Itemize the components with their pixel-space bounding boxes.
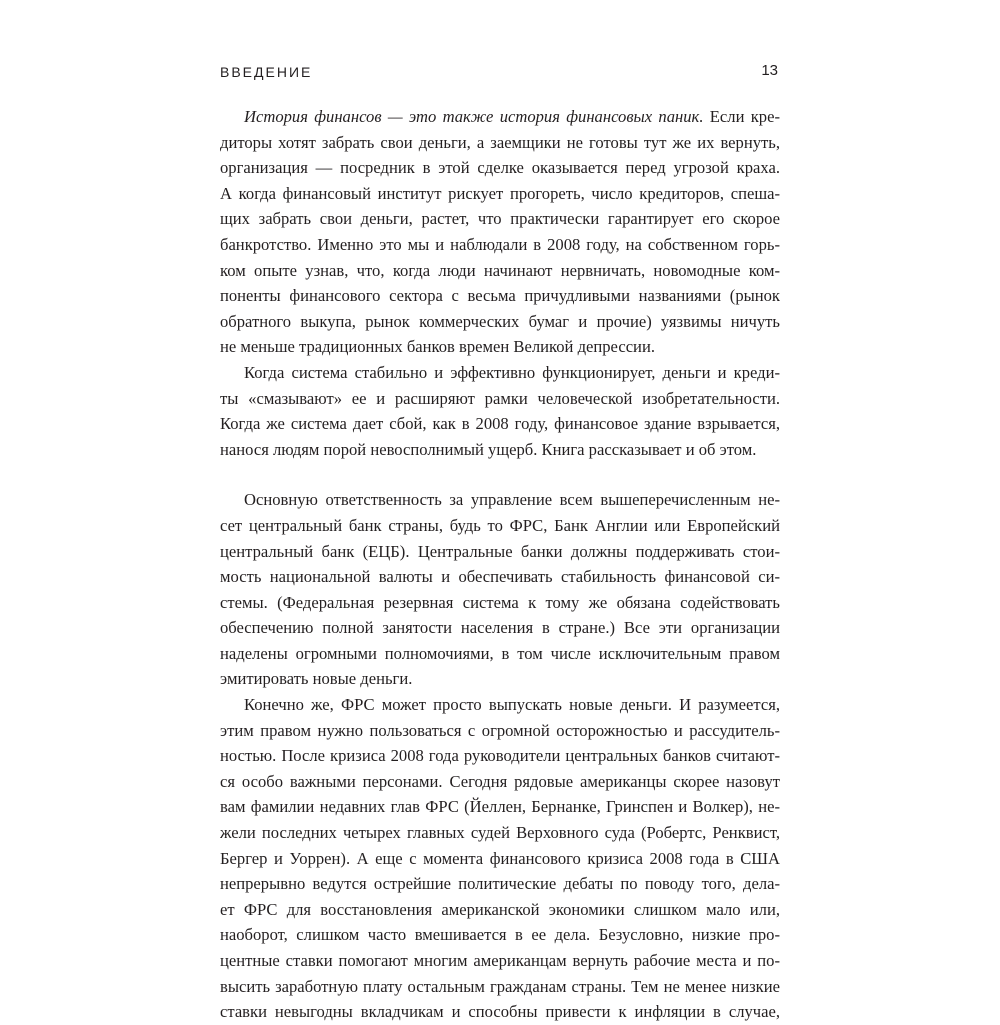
text-line: наоборот, слишком часто вмешивается в ее дела. Безусловно, низкие про- bbox=[220, 925, 780, 945]
text-line: диторы хотят забрать свои деньги, а заемщики не готовы тут же их вернуть, bbox=[220, 132, 780, 152]
paragraph-3 bbox=[220, 487, 780, 692]
text-line: Когда же система дает сбой, как в 2008 году, финансовое здание взрывается, bbox=[220, 414, 780, 434]
text-line: нанося людям порой невосполнимый ущерб. Книга рассказывает и об этом. bbox=[220, 439, 757, 459]
running-head-title: ВВЕДЕНИЕ bbox=[220, 64, 313, 80]
text-line: мость национальной валюты и обеспечивать стабильность финансовой си- bbox=[220, 567, 780, 587]
text-line: не меньше традиционных банков времен Великой депрессии. bbox=[220, 337, 655, 357]
page-number: 13 bbox=[761, 62, 778, 79]
text-line: непрерывно ведутся острейшие политические дебаты по поводу того, дела- bbox=[220, 874, 780, 894]
text-line: наделены огромными полномочиями, в том числе исключительным правом bbox=[220, 643, 780, 663]
text-line: вам фамилии недавних глав ФРС (Йеллен, Бернанке, Гринспен и Волкер), не- bbox=[220, 797, 780, 817]
text-line: Конечно же, ФРС может просто выпускать новые деньги. И разумеется, bbox=[244, 695, 780, 715]
text-line: эмитировать новые деньги. bbox=[220, 669, 413, 689]
text-line: жели последних четырех главных судей Верховного суда (Робертс, Ренквист, bbox=[220, 823, 780, 843]
text-line: сет центральный банк страны, будь то ФРС, Банк Англии или Европейский bbox=[220, 515, 780, 535]
text-line: Когда система стабильно и эффективно функционирует, деньги и креди- bbox=[244, 362, 780, 382]
text-line: обеспечению полной занятости населения в стране.) Все эти организации bbox=[220, 618, 780, 638]
text-line: ты «смазывают» ее и расширяют рамки человеческой изобретательности. bbox=[220, 388, 780, 408]
text-line: ком опыте узнав, что, когда люди начинают нервничать, новомодные ком- bbox=[220, 260, 780, 280]
text-line: А когда финансовый институт рискует прогореть, число кредиторов, спеша- bbox=[220, 183, 780, 203]
text-line: Основную ответственность за управление всем вышеперечисленным не- bbox=[244, 490, 780, 510]
text-line: ностью. После кризиса 2008 года руководители центральных банков считают- bbox=[220, 746, 780, 766]
text-line: поненты финансового сектора с весьма причудливыми названиями (рынок bbox=[220, 286, 780, 306]
text-line: организация — посредник в этой сделке оказывается перед угрозой краха. bbox=[220, 158, 780, 178]
text-line: высить заработную плату остальным гражданам страны. Тем не менее низкие bbox=[220, 976, 780, 996]
italic-lead: История финансов — это также история финансовых паник. bbox=[244, 107, 704, 126]
body-text bbox=[220, 104, 780, 1025]
text-line: щих забрать свои деньги, растет, что практически гарантирует его скорое bbox=[220, 209, 780, 229]
text-line: ся особо важными персонами. Сегодня рядовые американцы скорее назовут bbox=[220, 771, 780, 791]
text-line: обратного выкупа, рынок коммерческих бумаг и прочие) уязвимы ничуть bbox=[220, 311, 780, 331]
text-line: стемы. (Федеральная резервная система к тому же обязана содействовать bbox=[220, 592, 780, 612]
paragraph-2 bbox=[220, 360, 780, 462]
text-line: банкротство. Именно это мы и наблюдали в 2008 году, на собственном горь- bbox=[220, 234, 780, 254]
paragraph-4 bbox=[220, 692, 780, 1025]
text-line: ставки невыгодны вкладчикам и способны привести к инфляции в случае, bbox=[220, 1002, 780, 1022]
text-line-rest: Если кре- bbox=[703, 107, 780, 126]
section-gap bbox=[220, 462, 780, 487]
text-line: центральный банк (ЕЦБ). Центральные банки должны поддерживать стои- bbox=[220, 541, 780, 561]
text-line: этим правом нужно пользоваться с огромной осторожностью и рассудитель- bbox=[220, 720, 780, 740]
text-line: Бергер и Уоррен). А еще с момента финансового кризиса 2008 года в США bbox=[220, 848, 780, 868]
text-line: ет ФРС для восстановления американской экономики слишком мало или, bbox=[220, 899, 780, 919]
text-line: центные ставки помогают многим американцам вернуть рабочие места и по- bbox=[220, 951, 780, 970]
paragraph-1 bbox=[220, 104, 780, 360]
text-line bbox=[220, 104, 780, 130]
